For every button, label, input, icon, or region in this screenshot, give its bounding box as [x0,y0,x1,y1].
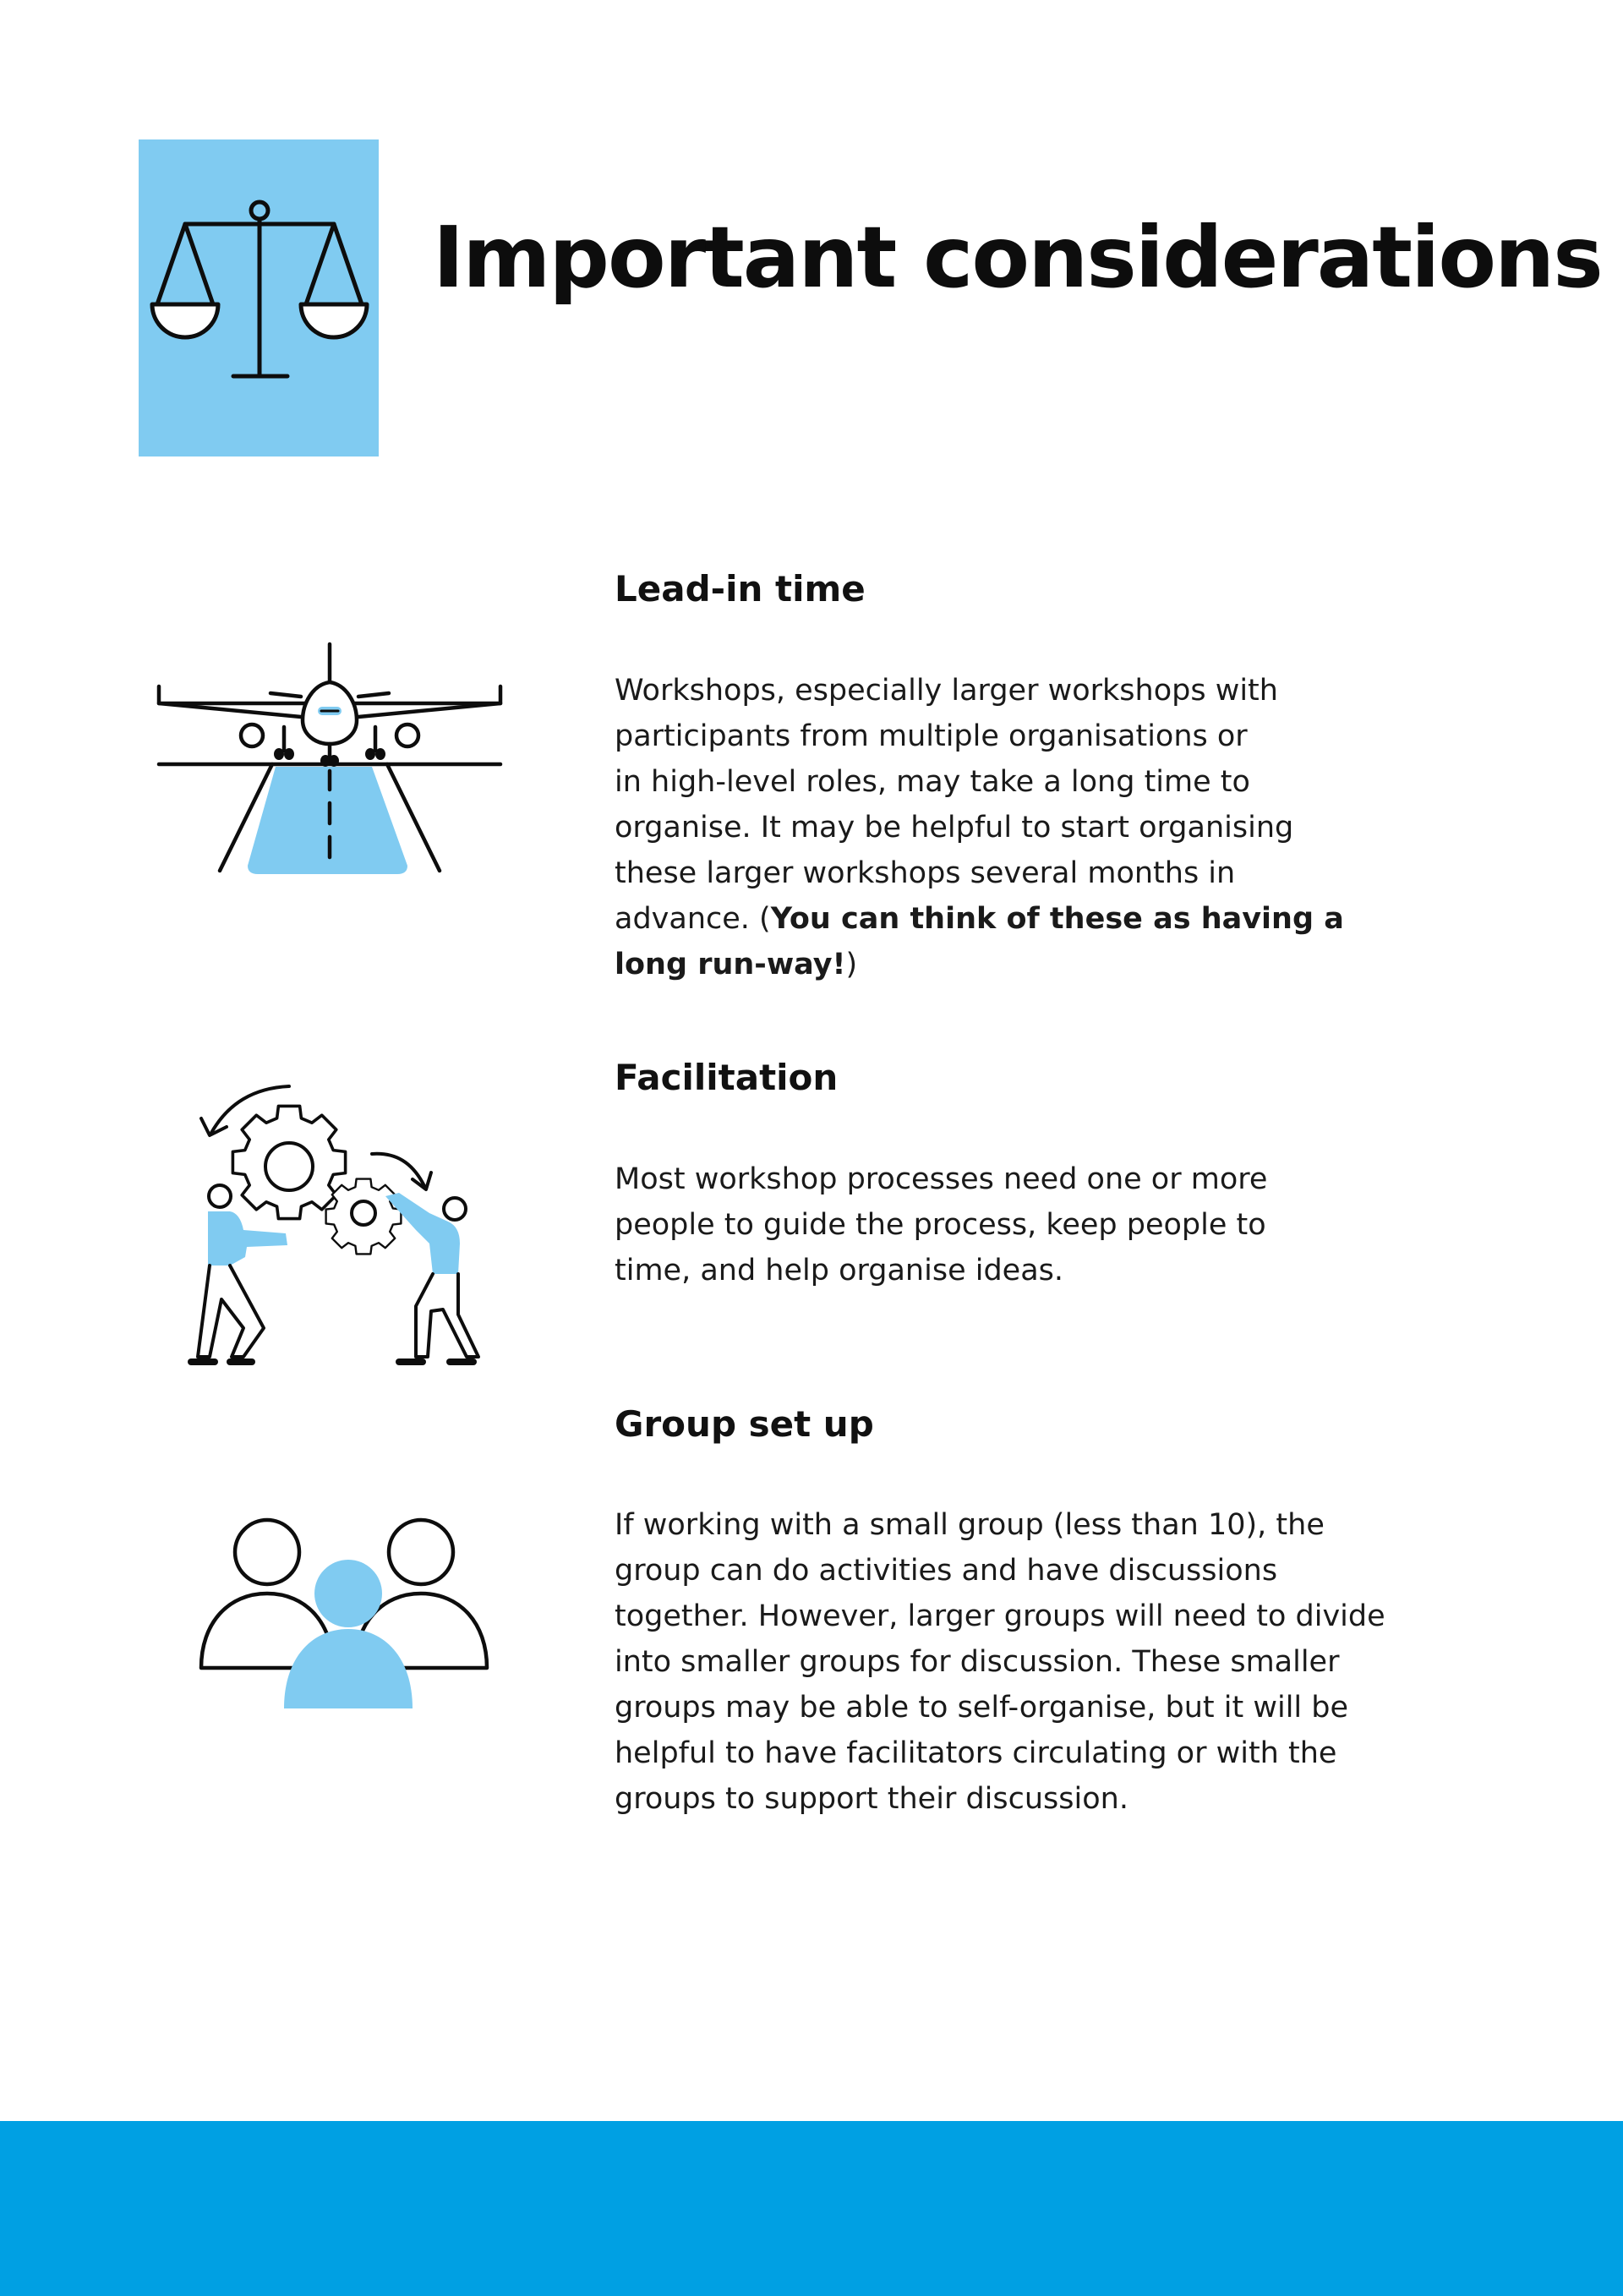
section-text-group-set-up: If working with a small group (less than 10), the group can do activities and have discussions together. However, larger groups will need to divide into smaller groups for discussion. These smaller groups may be able to self-organise, but it will be helpful to have facilitators circulating or with the groups to support their discussion. [615,1508,1385,1816]
section-heading-group-set-up: Group set up [615,1403,874,1445]
emphasis-runway: You can think of these as having a [770,902,1344,936]
section-heading-lead-in-time: Lead-in time [615,568,866,610]
group-of-people-icon [194,1509,499,1712]
airplane-runway-icon [152,636,507,881]
section-text-lead-in-time: Workshops, especially larger workshops with participants from multiple organisations or in high-level roles, may take a long time to organise. It may be helpful to start organising these larger workshops several months in advance. (You can think of these as having a long run-way!) [615,674,1344,981]
people-turning-gears-icon [178,1078,490,1369]
balance-scale-icon [139,139,379,456]
footer-band [0,2121,1623,2296]
header-icon-box [139,139,379,456]
section-heading-facilitation: Facilitation [615,1057,839,1098]
emphasis-runway-end: long run-way! [615,948,846,981]
page-title: Important considerations [433,208,1602,307]
section-text-facilitation: Most workshop processes need one or more people to guide the process, keep people to time, and help organise ideas. [615,1162,1268,1287]
